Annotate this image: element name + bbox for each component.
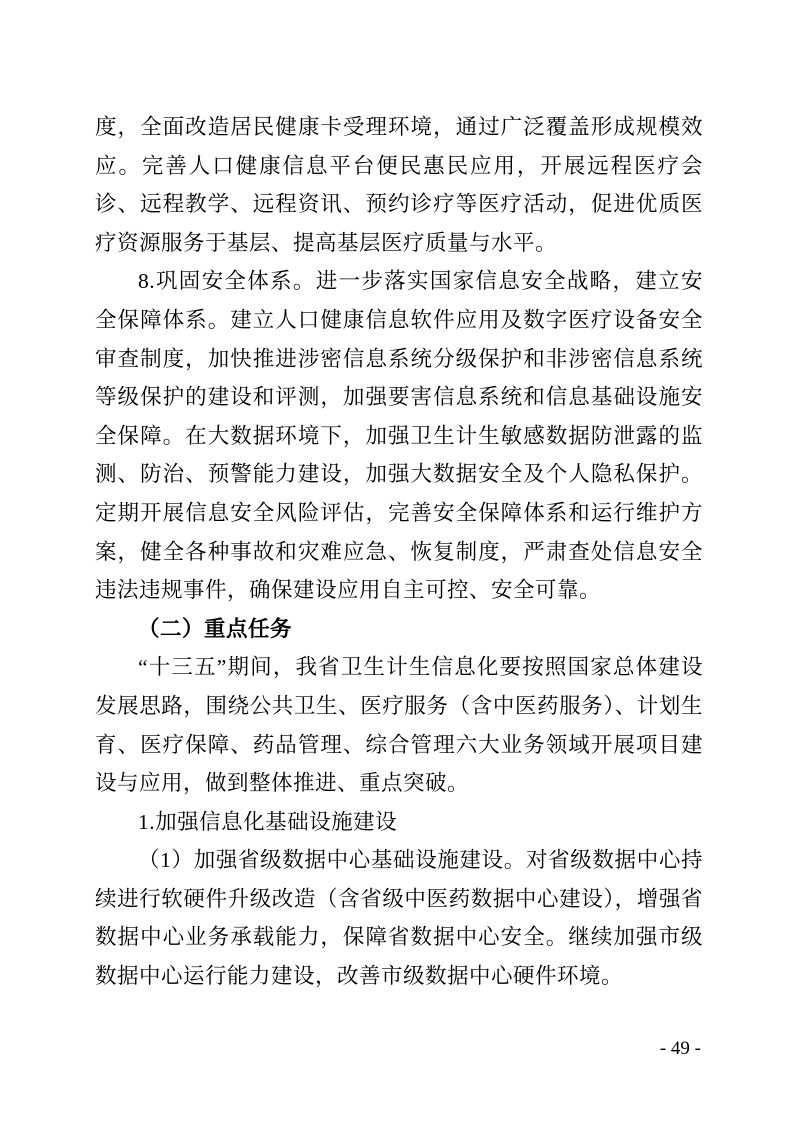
- paragraph-continuation: 度，全面改造居民健康卡受理环境，通过广泛覆盖形成规模效应。完善人口健康信息平台便民惠民应用，开展远程医疗会诊、远程教学、远程资讯、预约诊疗等医疗活动，促进优质医疗资源服务于基层、提高基层医疗质量与水平。: [95, 115, 703, 255]
- paragraph-thirteenth-five-year-plan: “十三五”期间，我省卫生计生信息化要按照国家总体建设发展思路，围绕公共卫生、医疗服务（含中医药服务）、计划生育、医疗保障、药品管理、综合管理六大业务领域开展项目建设与应用，做到整体推进、重点突破。: [95, 655, 703, 796]
- page-number: - 49 -: [659, 1038, 701, 1059]
- paragraph-provincial-data-center: （1）加强省级数据中心基础设施建设。对省级数据中心持续进行软硬件升级改造（含省级中医药数据中心建设），增强省数据中心业务承载能力，保障省数据中心安全。继续加强市级数据中心运行能力建设，改善市级数据中心硬件环境。: [95, 848, 703, 989]
- document-body: [95, 108, 703, 996]
- paragraph-security-system: 8.巩固安全体系。进一步落实国家信息安全战略，建立安全保障体系。建立人口健康信息软件应用及数字医疗设备安全审查制度，加快推进涉密信息系统分级保护和非涉密信息系统等级保护的建设和评测，加强要害信息系统和信息基础设施安全保障。在大数据环境下，加强卫生计生敏感数据防泄露的监测、防治、预警能力建设，加强大数据安全及个人隐私保护。定期开展信息安全风险评估，完善安全保障体系和运行维护方案，健全各种事故和灾难应急、恢复制度，严肃查处信息安全违法违规事件，确保建设应用自主可控、安全可靠。: [95, 269, 703, 603]
- section-heading-key-tasks: （二）重点任务: [138, 616, 293, 641]
- subsection-heading-infrastructure: 1.加强信息化基础设施建设: [138, 809, 398, 834]
